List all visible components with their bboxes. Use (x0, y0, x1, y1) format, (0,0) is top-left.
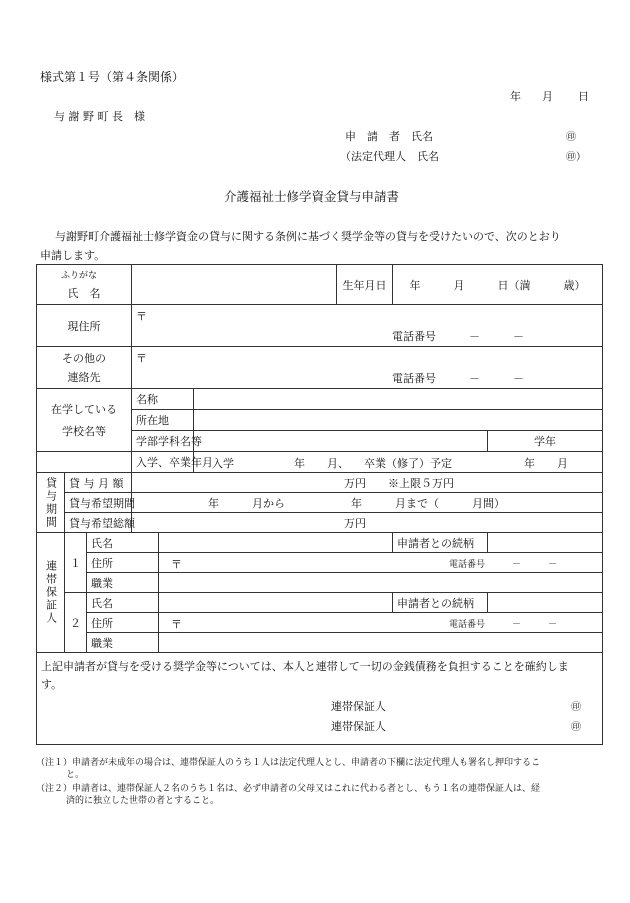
monthly-amount-value: 万円 ※上限５万円 (344, 476, 454, 490)
guarantor-1-address-field[interactable] (159, 553, 603, 573)
birthdate-field[interactable]: 年 月 日（満 歳） (393, 265, 603, 305)
guarantor-1-relation-field[interactable] (488, 533, 603, 553)
other-contact-field[interactable] (132, 347, 603, 389)
grade-label: 学年 (488, 431, 603, 452)
birthdate-label: 生年月日 (337, 265, 393, 305)
other-contact-label-1: その他の (62, 352, 106, 365)
postal-mark: 〒 (171, 617, 182, 631)
name-label-cell (37, 265, 132, 305)
pledge-text: 上記申請者が貸与を受ける奨学金等については、本人と連帯して一切の金銭債務を負担することを確約しま (41, 660, 569, 673)
date-month: 月 (542, 90, 553, 103)
addressee: 与 謝 野 町 長 様 (54, 110, 145, 123)
name-label: 氏 名 (67, 287, 101, 300)
guarantor-2-relation-label: 申請者との続柄 (393, 593, 488, 613)
loan-total-field[interactable] (132, 513, 603, 533)
loan-total-label: 貸与希望総額 (65, 513, 132, 533)
guarantor-1-phone-label: 電話番号 － － (449, 559, 558, 570)
loan-period-value: 年 月から 年 月まで（ 月間） (208, 496, 505, 510)
phone-label: 電話番号 － － (392, 372, 524, 385)
pledge-guarantor-2-label: 連帯保証人 (331, 720, 386, 733)
guarantor-2-phone-label: 電話番号 － － (449, 619, 558, 630)
school-location-field[interactable] (194, 410, 603, 431)
loan-period-row-label: 貸与希望期間 (65, 493, 132, 513)
monthly-amount-label: 貸 与 月 額 (65, 473, 132, 493)
guarantor-1-job-label: 職業 (87, 573, 159, 593)
grad-year-month: 年 月 (524, 457, 568, 470)
postal-mark: 〒 (136, 352, 147, 365)
postal-mark: 〒 (171, 557, 182, 571)
entry-grad-field[interactable] (194, 452, 603, 473)
entry-year-month: 年 月、 (294, 457, 349, 470)
furigana-label: ふりがな (61, 271, 98, 281)
pledge-guarantor-1-seal: ㊞ (571, 702, 581, 713)
intro-line-1: 与謝野町介護福祉士修学資金の貸与に関する条例に基づく奨学金等の貸与を受けたいので、次のとおり (55, 230, 561, 243)
other-contact-label (37, 347, 132, 389)
school-label-1: 在学している (51, 403, 117, 416)
address-label: 現住所 (37, 305, 132, 347)
guarantor-label (37, 533, 65, 653)
loan-total-value: 万円 (344, 516, 366, 530)
school-label-2: 学校名等 (62, 425, 106, 438)
applicant-seal: ㊞ (566, 132, 576, 143)
pledge-block (37, 653, 603, 745)
school-dept-field[interactable] (194, 431, 488, 452)
guarantor-1-name-field[interactable] (159, 533, 393, 553)
guarantor-vertical: 連帯保証人 (44, 560, 58, 625)
guarantor-1-relation-label: 申請者との続柄 (393, 533, 488, 553)
school-name-label: 名称 (132, 389, 194, 410)
pledge-guarantor-1-label: 連帯保証人 (331, 700, 386, 713)
loan-period-field[interactable] (132, 493, 603, 513)
application-form-table (36, 264, 603, 745)
guardian-seal: ㊞） (566, 152, 586, 163)
postal-mark: 〒 (136, 310, 147, 323)
name-field[interactable] (132, 265, 337, 305)
school-dept-label: 学部学科名等 (132, 431, 194, 452)
school-label (37, 389, 132, 452)
date-day: 日 (578, 90, 589, 103)
guarantor-2-relation-field[interactable] (488, 593, 603, 613)
guarantor-1-job-field[interactable] (159, 573, 603, 593)
guarantor-1-address-label: 住所 (87, 553, 159, 573)
date-year: 年 (510, 90, 521, 103)
guarantor-2-job-label: 職業 (87, 633, 159, 653)
monthly-amount-field[interactable] (132, 473, 603, 493)
guardian-sign-label: （法定代理人 氏名 (340, 150, 439, 163)
applicant-sign-label: 申 請 者 氏名 (345, 130, 433, 143)
other-contact-label-2: 連絡先 (67, 371, 101, 384)
school-name-field[interactable] (194, 389, 603, 410)
guarantor-1-name-label: 氏名 (87, 533, 159, 553)
guarantor-1-number: １ (65, 533, 87, 593)
entry-grad-label: 入学、卒業年月 (132, 452, 194, 473)
guarantor-2-number: ２ (65, 593, 87, 653)
school-label-spacer (37, 452, 132, 473)
phone-label: 電話番号 － － (392, 330, 524, 343)
pledge-text-2: す。 (41, 678, 63, 691)
grad-label: 卒業（修了）予定 (364, 457, 452, 470)
note-1-line-1: （注１）申請者が未成年の場合は、連帯保証人のうち１人は法定代理人とし、申請者の下欄に法定代理人も署名し押印するこ (36, 758, 541, 768)
guarantor-2-address-label: 住所 (87, 613, 159, 633)
guarantor-2-name-field[interactable] (159, 593, 393, 613)
guarantor-2-job-field[interactable] (159, 633, 603, 653)
loan-period-label (37, 473, 65, 533)
form-number: 様式第１号（第４条関係） (40, 70, 185, 84)
entry-label: 入学 (212, 457, 234, 470)
note-1-line-2: と。 (66, 770, 85, 780)
school-location-label: 所在地 (132, 410, 194, 431)
note-2-line-1: （注２）申請者は、連帯保証人２名のうち１名は、必ず申請者の父母又はこれに代わる者とし、もう１名の連帯保証人は、経 (36, 784, 541, 794)
address-field[interactable] (132, 305, 603, 347)
guarantor-2-name-label: 氏名 (87, 593, 159, 613)
page-title: 介護福祉士修学資金貸与申請書 (224, 189, 400, 204)
note-2-line-2: 済的に独立した世帯の者とすること。 (66, 796, 220, 806)
loan-period-vertical: 貸与期間 (44, 476, 58, 529)
pledge-guarantor-2-seal: ㊞ (571, 722, 581, 733)
guarantor-2-address-field[interactable] (159, 613, 603, 633)
intro-line-2: 申請します。 (40, 249, 106, 262)
